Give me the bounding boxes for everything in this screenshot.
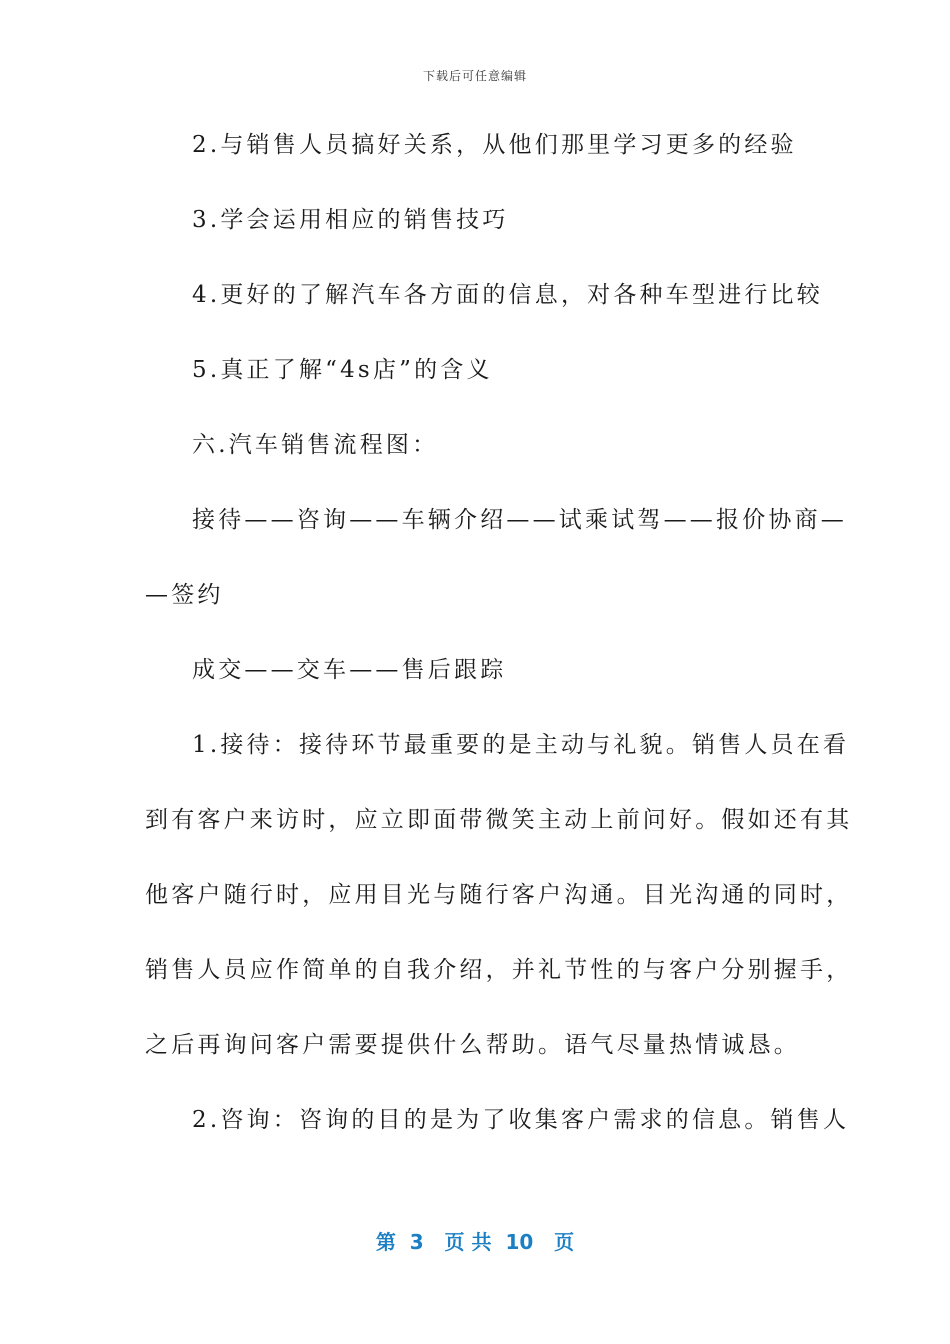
text-line: 销售人员应作简单的自我介绍，并礼节性的与客户分别握手， bbox=[145, 957, 853, 983]
text-line: 到有客户来访时，应立即面带微笑主动上前问好。假如还有其 bbox=[145, 807, 853, 833]
text-line: 5.真正了解“4s店”的含义 bbox=[192, 357, 493, 383]
text-line: 接待——咨询——车辆介绍——试乘试驾——报价协商— bbox=[192, 507, 847, 533]
text-line: 他客户随行时，应用目光与随行客户沟通。目光沟通的同时， bbox=[145, 882, 853, 908]
page-number-footer: 第 3 页 共 10 页 bbox=[375, 1230, 575, 1254]
text-line: 1.接待：接待环节最重要的是主动与礼貌。销售人员在看 bbox=[192, 732, 850, 758]
text-line: 2.咨询：咨询的目的是为了收集客户需求的信息。销售人 bbox=[192, 1107, 850, 1133]
text-line: 3.学会运用相应的销售技巧 bbox=[192, 207, 509, 233]
text-line: 之后再询问客户需要提供什么帮助。语气尽量热情诚恳。 bbox=[145, 1032, 800, 1058]
text-line: —签约 bbox=[145, 582, 224, 608]
text-line: 成交——交车——售后跟踪 bbox=[192, 657, 507, 683]
text-line: 2.与销售人员搞好关系，从他们那里学习更多的经验 bbox=[192, 132, 797, 158]
header-note: 下载后可任意编辑 bbox=[422, 69, 527, 83]
text-line: 4.更好的了解汽车各方面的信息，对各种车型进行比较 bbox=[192, 282, 823, 308]
section-heading: 六.汽车销售流程图： bbox=[192, 432, 439, 458]
